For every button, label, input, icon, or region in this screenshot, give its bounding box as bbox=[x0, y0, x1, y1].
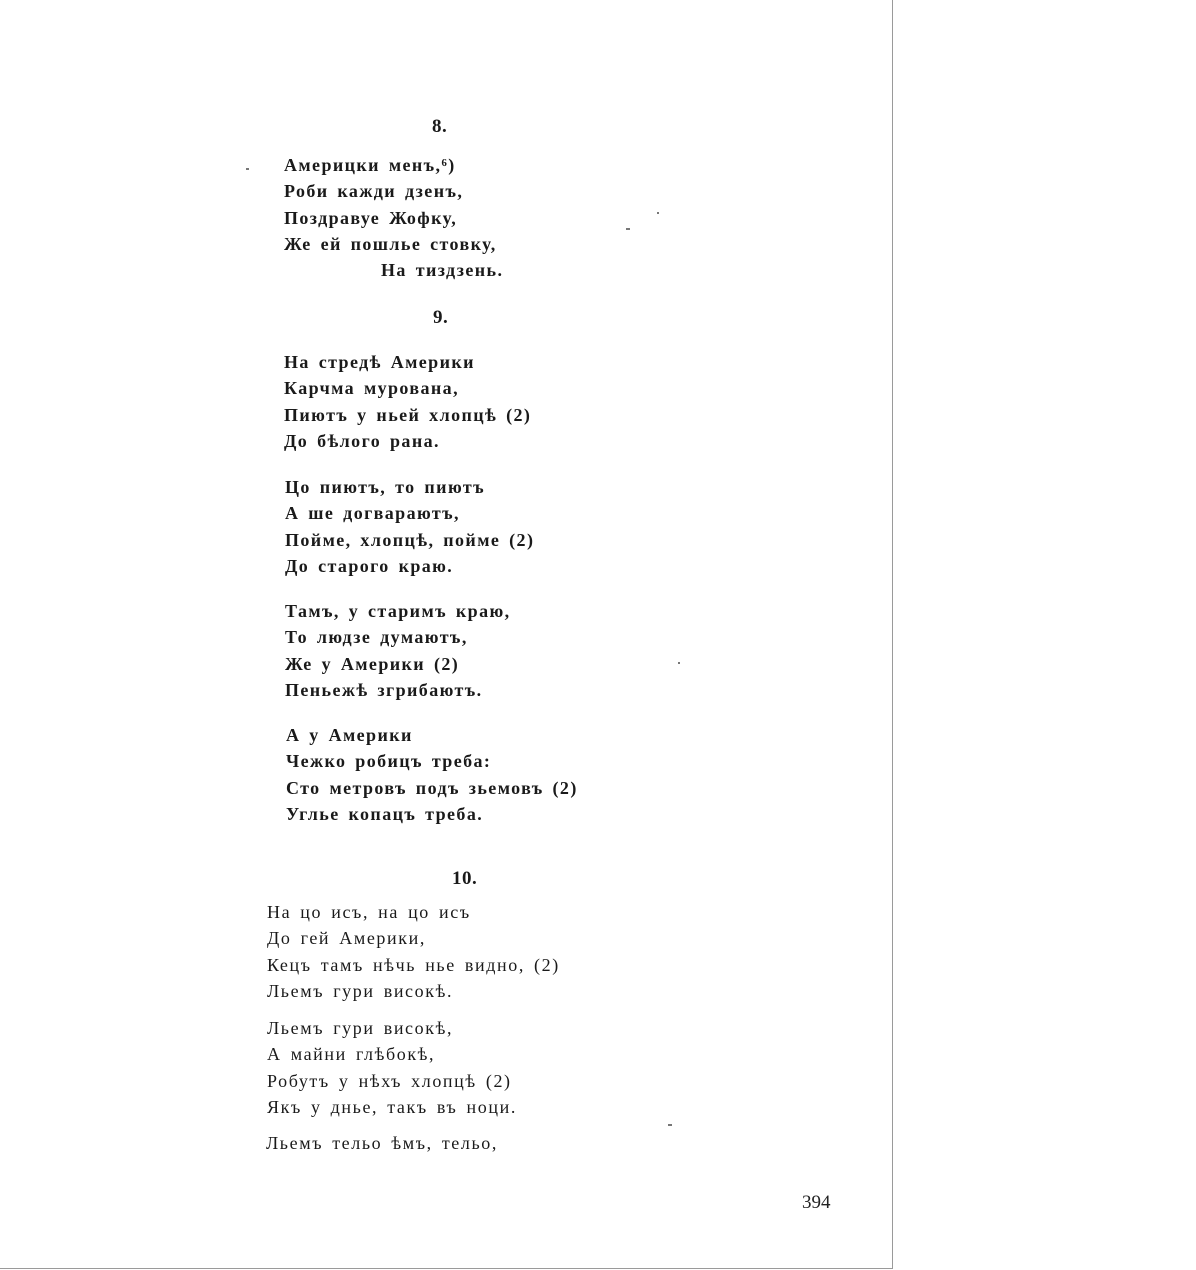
verse-line: Цо пиютъ, то пиютъ bbox=[285, 477, 485, 497]
verse-line: Якъ у дньe, такъ въ ноци. bbox=[267, 1096, 517, 1117]
song-10-stanza-2 bbox=[267, 1015, 517, 1120]
verse-line: То людзе думаютъ, bbox=[285, 627, 468, 648]
song-9-stanza-2 bbox=[285, 474, 534, 579]
verse-line: До бѣлого рана. bbox=[284, 430, 440, 451]
verse-line: Льемъ тельо ѣмъ, тельо, bbox=[266, 1133, 498, 1153]
scan-speck bbox=[678, 662, 680, 664]
scan-speck bbox=[246, 168, 249, 170]
verse-line: Же у Америки (2) bbox=[285, 653, 460, 674]
verse-line: Сто метровъ подъ зьемовъ (2) bbox=[286, 777, 578, 798]
scan-speck bbox=[668, 1124, 672, 1126]
scan-speck bbox=[657, 212, 659, 214]
verse-line: Пеньежѣ згрибаютъ. bbox=[285, 679, 483, 700]
verse-line: Робутъ у нѣхъ хлопцѣ (2) bbox=[267, 1070, 512, 1091]
verse-line: Чежко робицъ треба: bbox=[286, 751, 492, 772]
verse-line: А ше догвараютъ, bbox=[285, 503, 460, 524]
verse-line: На стредѣ Америки bbox=[284, 352, 475, 372]
verse-line: На цо исъ, на цо исъ bbox=[267, 902, 471, 922]
verse-line: Поздравуе Жофку, bbox=[284, 207, 458, 228]
verse-line: До гей Америки, bbox=[267, 928, 426, 949]
verse-line: Льемъ гури високѣ. bbox=[267, 980, 454, 1001]
song-9-stanza-1 bbox=[284, 349, 531, 454]
scan-speck bbox=[626, 228, 630, 230]
song-number-9: 9. bbox=[433, 307, 449, 328]
song-number-10: 10. bbox=[452, 868, 478, 889]
song-10-stanza-3 bbox=[266, 1130, 498, 1156]
verse-line: Карчма мурована, bbox=[284, 378, 459, 399]
verse-line: Льемъ гури високѣ, bbox=[267, 1018, 454, 1038]
verse-line: Роби кажди дзенъ, bbox=[284, 181, 464, 202]
song-9-stanza-3 bbox=[285, 598, 511, 703]
song-9-stanza-4 bbox=[286, 722, 578, 827]
verse-line: Америцки менъ,⁶) bbox=[284, 155, 456, 175]
page-number: 394 bbox=[802, 1192, 831, 1213]
verse-line: Кецъ тамъ нѣчь нье видно, (2) bbox=[267, 954, 560, 975]
verse-line: Пиютъ у ньей хлопцѣ (2) bbox=[284, 404, 532, 425]
verse-line: Же ей пошлье стовку, bbox=[284, 233, 497, 254]
verse-line: А майни глѣбокѣ, bbox=[267, 1044, 436, 1065]
song-number-8: 8. bbox=[432, 116, 448, 137]
verse-line-indented: На тиздзень. bbox=[381, 260, 504, 281]
verse-line: До старого краю. bbox=[285, 555, 454, 576]
verse-line: Пойме, хлопцѣ, пойме (2) bbox=[285, 529, 535, 550]
verse-line: А у Америки bbox=[286, 725, 413, 745]
song-10-stanza-1 bbox=[267, 899, 560, 1004]
verse-line: Углье копацъ треба. bbox=[286, 803, 484, 824]
verse-line: Тамъ, у старимъ краю, bbox=[285, 601, 511, 621]
song-8-stanza-1 bbox=[284, 152, 503, 283]
